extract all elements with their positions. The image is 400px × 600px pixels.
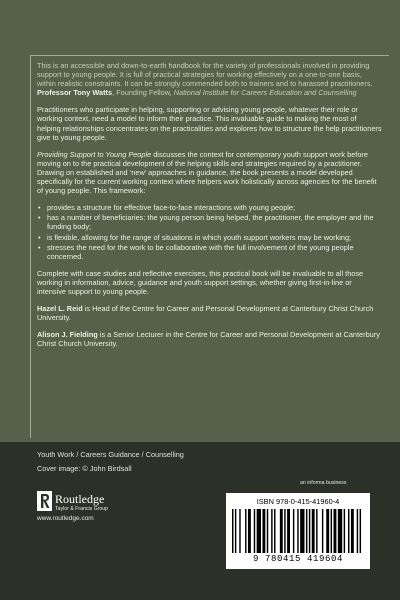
endorsement-quote bbox=[37, 61, 382, 97]
book-title: Providing Support to Young People bbox=[37, 149, 152, 159]
publisher-tagline: Taylor & Francis Group bbox=[55, 506, 109, 512]
description-paragraph-2 bbox=[37, 150, 382, 195]
barcode-digits: 9 780415 419604 bbox=[252, 554, 343, 564]
list-item: • stresses the need for the work to be collaborative with the full involvement of the young people concerned. bbox=[37, 243, 382, 261]
barcode-icon bbox=[232, 509, 364, 553]
author-name: Hazel L. Reid bbox=[37, 304, 83, 314]
author-name: Alison J. Fielding bbox=[37, 330, 98, 340]
author-bio bbox=[37, 304, 382, 322]
list-item: • is flexible, allowing for the range of situations in which youth support workers may be working; bbox=[37, 233, 382, 242]
publisher-name: Routledge bbox=[55, 492, 105, 506]
quote-attribution-role: , Founding Fellow, bbox=[112, 88, 174, 98]
framework-feature-list bbox=[37, 203, 382, 261]
informa-business-label: an informa business bbox=[300, 480, 347, 486]
isbn-barcode-box bbox=[226, 493, 370, 569]
description-paragraph-2-text: discusses the context for contemporary youth support work before moving on to the practical development of the helping skills and strategies required by a practitioner. Drawing on established and ‘new’ approaches in guidance, the book presents a model developed specifically for the current working context where helpers work holistically across agencies for the benefit of young people. This framework: bbox=[37, 149, 377, 196]
quote-text: This is an accessible and down-to-earth handbook for the variety of professionals involved in providing support to young people. It is full of practical strategies for working effectively on a one-to-one basis, within realistic constraints. It can be strongly commended both to trainers and to harassed practitioners. bbox=[37, 61, 373, 89]
author-bio bbox=[37, 330, 382, 348]
list-item: • provides a structure for effective face-to-face interactions with young people; bbox=[37, 203, 382, 212]
list-item: • has a number of beneficiaries: the young person being helped, the practitioner, the employer and the funding body; bbox=[37, 213, 382, 231]
quote-attribution-name: Professor Tony Watts bbox=[37, 88, 113, 98]
cover-image-credit: Cover image: © John Birdsall bbox=[37, 464, 132, 473]
author-bio-text: is a Senior Lecturer in the Centre for Career and Personal Development at Canterbury Christ Church University. bbox=[37, 330, 380, 349]
author-bio-text: is Head of the Centre for Career and Personal Development at Canterbury Christ Church University. bbox=[37, 304, 374, 323]
back-cover-content bbox=[37, 61, 382, 356]
publisher-url[interactable]: www.routledge.com bbox=[37, 515, 94, 522]
description-paragraph-1: Practitioners who participate in helping, supporting or advising young people, whatever their role or working context, need a model to inform their practice. This invaluable guide to making the most of helping relationships concentrates on the practicalities and explores how to structure the help practitioners give to young people. bbox=[37, 105, 382, 142]
description-paragraph-3: Complete with case studies and reflective exercises, this practical book will be invaluable to all those working in information, advice, guidance and youth support settings, whether giving first-in-line or intensive support to young people. bbox=[37, 268, 364, 296]
isbn-label: ISBN 978-0-415-41960-4 bbox=[256, 497, 340, 506]
quote-attribution-org: National Institute for Careers Education and Counselling bbox=[173, 88, 357, 98]
subject-categories: Youth Work / Careers Guidance / Counselling bbox=[37, 450, 184, 459]
routledge-r-icon bbox=[37, 491, 52, 511]
